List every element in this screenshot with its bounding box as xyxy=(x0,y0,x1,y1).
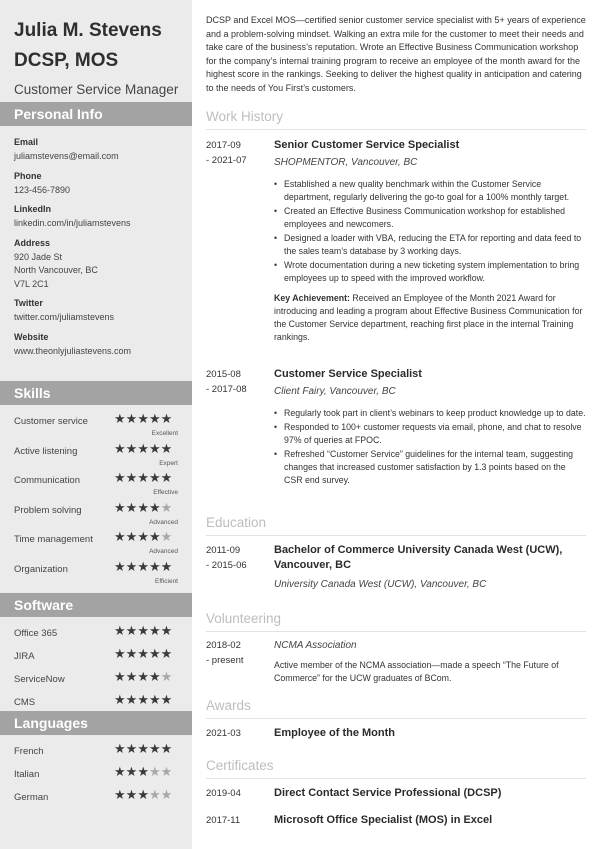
star-icon: ★ xyxy=(137,647,149,662)
award-title: Employee of the Month xyxy=(274,727,395,739)
date-start: 2018-02 xyxy=(206,640,241,651)
date-start: 2017-09 xyxy=(206,140,241,151)
award-date: 2021-03 xyxy=(206,728,241,739)
contact-value: 123-456-7890 xyxy=(14,184,71,195)
work-history-heading: Work History xyxy=(206,109,586,130)
star-icon: ★ xyxy=(137,530,149,545)
employer: SHOPMENTOR, Vancouver, BC xyxy=(274,157,418,168)
star-rating xyxy=(114,648,172,662)
certificate-title: Direct Contact Service Professional (DCSP) xyxy=(274,787,502,799)
star-icon: ★ xyxy=(160,500,173,516)
contact-label: Address xyxy=(14,237,51,248)
key-achievement xyxy=(274,292,586,344)
star-icon: ★ xyxy=(137,441,149,457)
profile-summary: DCSP and Excel MOS—certified senior customer service specialist with 5+ years of experience and a problem-solving mindset. Walking an extra mile for the customer to meet their needs and take care of the business’s reputation. Wrote an Effective Business Communication workshop for the company’s internal training program to receive an employee of the month award for the highest score in the rankings. Seeking to deliver the highest quality in anticipation and catering to the needs of You First’s customers. xyxy=(206,15,586,93)
star-icon: ★ xyxy=(160,670,173,685)
job-bullet: • Refreshed “Customer Service” guidelines for the internal team, suggesting changes that increased customer satisfaction by 1.3 points based on the CSR end survey. xyxy=(274,448,586,487)
personal-info-section xyxy=(0,102,192,364)
candidate-job-title: Customer Service Manager xyxy=(14,82,179,97)
star-icon: ★ xyxy=(114,742,126,757)
star-icon: ★ xyxy=(114,559,126,575)
star-icon: ★ xyxy=(148,765,161,780)
job-bullet: • Regularly took part in client’s webinars to keep product knowledge up to date. xyxy=(274,407,586,420)
rating-row xyxy=(14,561,192,591)
skills-heading: Skills xyxy=(0,381,192,405)
star-icon: ★ xyxy=(125,788,138,803)
star-icon: ★ xyxy=(137,471,149,486)
candidate-credentials: DCSP, MOS xyxy=(14,50,119,71)
star-icon: ★ xyxy=(125,412,138,427)
contact-address xyxy=(14,237,192,292)
star-icon: ★ xyxy=(160,647,173,662)
rating-row xyxy=(14,625,192,648)
date-start: 2011-09 xyxy=(206,545,241,556)
star-icon: ★ xyxy=(160,412,173,427)
job-bullet: • Established a new quality benchmark within the Customer Service department, regularly delivering the go-to goal for a 100% monthly target. xyxy=(274,178,586,204)
contact-email xyxy=(14,136,192,164)
certificates-heading: Certificates xyxy=(206,758,586,779)
awards-heading: Awards xyxy=(206,698,586,719)
contact-label: Twitter xyxy=(14,298,43,308)
job-title: Senior Customer Service Specialist xyxy=(274,139,460,151)
contact-label: LinkedIn xyxy=(14,204,52,214)
rating-row xyxy=(14,502,192,532)
star-icon: ★ xyxy=(125,441,138,457)
volunteer-description: Active member of the NCMA association—made a speech “The Future of Commerce” for the UCW graduates of BCom. xyxy=(274,660,559,683)
skills-section xyxy=(0,381,192,590)
rating-level: Efficient xyxy=(154,577,178,585)
star-icon: ★ xyxy=(160,624,173,639)
rating-label: Active listening xyxy=(14,445,78,457)
star-icon: ★ xyxy=(114,647,126,662)
rating-row xyxy=(14,789,192,812)
date-end: - 2015-06 xyxy=(206,560,247,571)
rating-label: Time management xyxy=(14,534,93,545)
star-rating xyxy=(114,472,172,486)
software-list xyxy=(0,617,192,717)
contact-label: Website xyxy=(14,331,49,342)
star-icon: ★ xyxy=(148,530,161,545)
star-rating xyxy=(114,743,172,757)
contact-value: V7L 2C1 xyxy=(14,278,49,289)
rating-row xyxy=(14,671,192,694)
certificate-title: Microsoft Office Specialist (MOS) in Excel xyxy=(274,814,493,826)
personal-info-heading: Personal Info xyxy=(0,102,192,126)
software-section xyxy=(0,593,192,717)
skills-list xyxy=(0,405,192,590)
work-dates xyxy=(206,367,270,397)
job-title: Customer Service Specialist xyxy=(274,368,422,380)
star-icon: ★ xyxy=(114,500,126,516)
job-bullets xyxy=(274,407,586,487)
sidebar xyxy=(0,0,192,849)
rating-row xyxy=(14,648,192,671)
star-icon: ★ xyxy=(114,530,126,545)
rating-label: ServiceNow xyxy=(14,674,65,685)
education-dates xyxy=(206,543,270,573)
star-rating xyxy=(114,561,172,575)
star-icon: ★ xyxy=(125,693,138,708)
star-icon: ★ xyxy=(160,530,173,545)
rating-level: Advanced xyxy=(149,518,178,526)
rating-row xyxy=(14,472,192,502)
rating-row xyxy=(14,743,192,766)
job-bullet: • Responded to 100+ customer requests via email, phone, and chat to resolve 97% of queries at FPOC. xyxy=(274,421,586,447)
rating-label: Communication xyxy=(14,475,80,486)
languages-list xyxy=(0,735,192,812)
star-icon: ★ xyxy=(160,788,173,803)
star-icon: ★ xyxy=(148,670,161,685)
volunteering-heading: Volunteering xyxy=(206,611,586,632)
star-icon: ★ xyxy=(160,765,173,780)
star-icon: ★ xyxy=(137,559,149,575)
star-icon: ★ xyxy=(148,471,161,486)
star-icon: ★ xyxy=(148,693,161,708)
star-icon: ★ xyxy=(114,471,126,486)
contact-label: Email xyxy=(14,137,39,147)
contact-website xyxy=(14,331,192,359)
rating-level: Advanced xyxy=(149,548,178,555)
school: University Canada West (UCW), Vancouver, BC xyxy=(274,579,487,590)
certificate-date: 2017-11 xyxy=(206,815,241,826)
star-icon: ★ xyxy=(114,765,126,780)
star-icon: ★ xyxy=(125,670,138,685)
job-bullet: • Designed a loader with VBA, reducing the ETA for reporting and data feed to the sales team’s database by 3 working days. xyxy=(274,232,586,258)
contact-twitter xyxy=(14,297,192,325)
rating-label: Customer service xyxy=(14,416,88,427)
star-icon: ★ xyxy=(125,765,138,780)
certificate-date: 2019-04 xyxy=(206,788,241,799)
star-icon: ★ xyxy=(137,693,149,708)
rating-label: French xyxy=(14,746,44,757)
star-rating xyxy=(114,625,172,639)
star-icon: ★ xyxy=(125,559,138,575)
star-icon: ★ xyxy=(114,624,126,639)
rating-level: Excellent xyxy=(151,430,178,437)
rating-row xyxy=(14,531,192,561)
date-start: 2015-08 xyxy=(206,369,241,380)
candidate-name: Julia M. Stevens xyxy=(14,20,162,41)
rating-level: Expert xyxy=(159,459,178,467)
star-icon: ★ xyxy=(148,647,161,662)
star-icon: ★ xyxy=(148,788,161,803)
languages-section xyxy=(0,711,192,812)
rating-label: Organization xyxy=(14,563,68,575)
star-icon: ★ xyxy=(137,788,149,803)
star-icon: ★ xyxy=(114,670,126,685)
key-achievement-label: Key Achievement: xyxy=(274,293,350,303)
rating-row xyxy=(14,413,192,443)
contact-value: twitter.com/juliamstevens xyxy=(14,312,115,322)
star-icon: ★ xyxy=(148,559,161,575)
date-end: - present xyxy=(206,655,244,666)
contact-value: juliamstevens@email.com xyxy=(14,151,119,161)
contact-phone xyxy=(14,170,192,198)
star-rating xyxy=(114,413,172,427)
star-icon: ★ xyxy=(125,471,138,486)
job-bullet: • Created an Effective Business Communication workshop for established employees and newcomers. xyxy=(274,205,586,231)
rating-level: Effective xyxy=(153,489,178,496)
date-end: - 2021-07 xyxy=(206,155,247,166)
contact-linkedin xyxy=(14,203,192,231)
rating-label: Problem solving xyxy=(14,504,82,516)
star-icon: ★ xyxy=(160,559,173,575)
date-end: - 2017-08 xyxy=(206,384,247,395)
rating-label: CMS xyxy=(14,697,36,708)
job-bullet: • Wrote documentation during a new ticketing system implementation to bring employees up to speed with the improved workflow. xyxy=(274,259,586,285)
star-rating xyxy=(114,789,172,803)
star-icon: ★ xyxy=(137,670,149,685)
star-icon: ★ xyxy=(148,412,161,427)
rating-label: JIRA xyxy=(14,651,35,662)
star-rating xyxy=(114,766,172,780)
languages-heading: Languages xyxy=(0,711,192,735)
star-icon: ★ xyxy=(114,693,126,708)
rating-row xyxy=(14,766,192,789)
star-icon: ★ xyxy=(125,647,138,662)
contact-value: www.theonlyjuliastevens.com xyxy=(14,345,132,356)
contact-value: 920 Jade St xyxy=(14,251,63,262)
star-rating xyxy=(114,531,172,545)
volunteer-org: NCMA Association xyxy=(274,640,357,651)
rating-label: Italian xyxy=(14,769,40,780)
key-achievement-text: Received an Employee of the Month 2021 Award for introducing and leading a program about Effective Business Communication for the Customer Service department, reaching first place in the internal Training rankings. xyxy=(274,293,583,342)
star-icon: ★ xyxy=(137,765,149,780)
employer: Client Fairy, Vancouver, BC xyxy=(274,386,396,397)
contact-label: Phone xyxy=(14,170,42,181)
star-icon: ★ xyxy=(160,441,173,457)
star-icon: ★ xyxy=(148,624,161,639)
name-block xyxy=(0,0,192,99)
star-icon: ★ xyxy=(125,742,138,757)
star-icon: ★ xyxy=(125,624,138,639)
star-rating xyxy=(114,671,172,685)
star-icon: ★ xyxy=(160,742,173,757)
star-icon: ★ xyxy=(148,441,161,457)
star-icon: ★ xyxy=(114,441,126,457)
education-heading: Education xyxy=(206,515,586,536)
star-icon: ★ xyxy=(137,742,149,757)
star-icon: ★ xyxy=(160,471,173,486)
star-icon: ★ xyxy=(137,412,149,427)
software-heading: Software xyxy=(0,593,192,617)
star-rating xyxy=(114,502,172,516)
star-icon: ★ xyxy=(114,788,126,803)
rating-label: German xyxy=(14,792,49,803)
star-icon: ★ xyxy=(148,500,161,516)
job-bullets xyxy=(274,178,586,285)
volunteering-dates xyxy=(206,638,270,668)
star-rating xyxy=(114,443,172,457)
contact-value: linkedin.com/in/juliamstevens xyxy=(14,218,131,228)
degree-title: Bachelor of Commerce University Canada West (UCW), Vancouver, BC xyxy=(274,544,563,571)
rating-row xyxy=(14,443,192,473)
star-icon: ★ xyxy=(137,624,149,639)
star-icon: ★ xyxy=(125,500,138,516)
work-dates xyxy=(206,138,270,168)
rating-label: Office 365 xyxy=(14,628,58,639)
star-icon: ★ xyxy=(125,530,138,545)
star-icon: ★ xyxy=(148,742,161,757)
star-icon: ★ xyxy=(137,500,149,516)
contact-value: North Vancouver, BC xyxy=(14,265,98,275)
star-icon: ★ xyxy=(160,693,173,708)
star-icon: ★ xyxy=(114,412,126,427)
star-rating xyxy=(114,694,172,708)
